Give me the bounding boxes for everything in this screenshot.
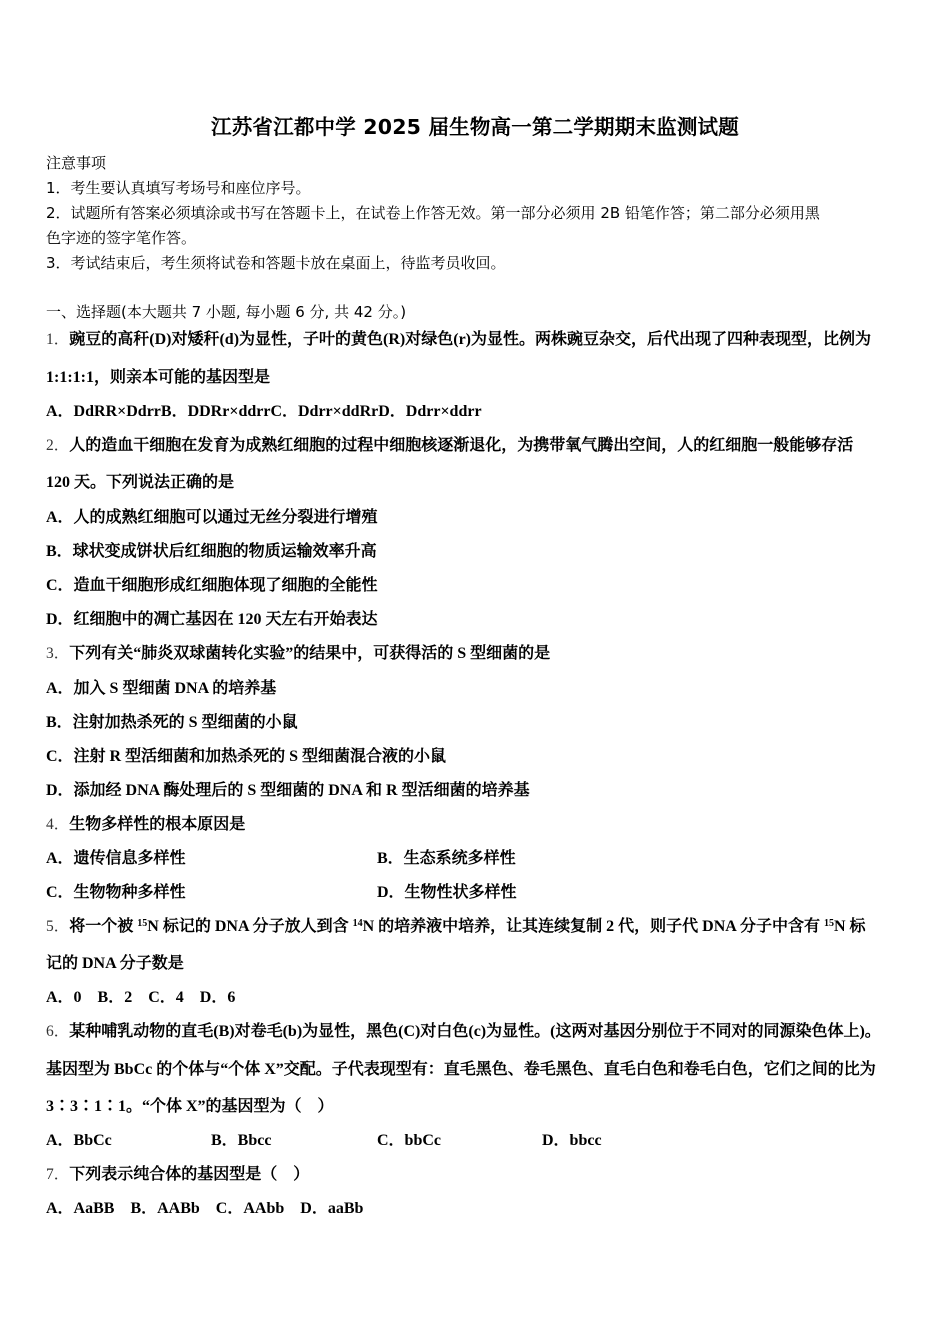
question-3-option-a: A．加入 S 型细菌 DNA 的培养基 — [46, 680, 277, 697]
question-text: 下列表示纯合体的基因型是（ ） — [69, 1166, 310, 1183]
question-number: 2． — [46, 437, 70, 454]
question-text-end: N 标 — [833, 918, 866, 935]
question-4 — [46, 811, 245, 834]
question-2-option-c: C．造血干细胞形成红细胞体现了细胞的全能性 — [46, 577, 378, 594]
question-3-option-c: C．注射 R 型活细菌和加热杀死的 S 型细菌混合液的小鼠 — [46, 748, 447, 765]
question-3-option-b: B．注射加热杀死的 S 型细菌的小鼠 — [46, 714, 298, 731]
question-1-options: A．DdRR×DdrrB．DDRr×ddrrC．Ddrr×ddRrD．Ddrr×ddrr — [46, 403, 482, 420]
question-4-option-d: D．生物性状多样性 — [377, 884, 517, 901]
question-number: 4． — [46, 816, 70, 833]
question-number: 3． — [46, 645, 70, 662]
question-text-pre: 将一个被 — [69, 918, 138, 935]
question-text-mid: N 标记的 DNA 分子放人到含 — [147, 918, 353, 935]
notice-item-2-cont: 色字迹的签字笔作答。 — [46, 229, 197, 247]
question-5 — [46, 913, 866, 936]
question-6-option-c: C．bbCc — [377, 1132, 442, 1149]
isotope-superscript: 15 — [823, 918, 834, 929]
question-text: 下列有关“肺炎双球菌转化实验”的结果中，可获得活的 S 型细菌的是 — [69, 645, 551, 662]
isotope-superscript: 14 — [352, 918, 363, 929]
question-2-option-d: D．红细胞中的凋亡基因在 120 天左右开始表达 — [46, 611, 378, 628]
notice-item-1: 1．考生要认真填写考场号和座位序号。 — [46, 179, 311, 197]
question-number: 1． — [46, 331, 70, 348]
question-1 — [46, 326, 871, 349]
question-4-option-b: B．生态系统多样性 — [377, 850, 516, 867]
question-1-cont: 1:1:1:1，则亲本可能的基因型是 — [46, 369, 270, 386]
question-text: 生物多样性的根本原因是 — [69, 816, 246, 833]
notice-item-3: 3．考试结束后，考生须将试卷和答题卡放在桌面上，待监考员收回。 — [46, 254, 506, 272]
question-7-options: A．AaBB B．AABb C．AAbb D．aaBb — [46, 1200, 364, 1217]
question-6 — [46, 1018, 881, 1041]
question-6-cont-2: 3∶3∶1∶1。“个体 X”的基因型为（ ） — [46, 1098, 334, 1115]
question-2-option-a: A．人的成熟红细胞可以通过无丝分裂进行增殖 — [46, 509, 378, 526]
question-3 — [46, 640, 550, 663]
exam-title: 江苏省江都中学 2025 届生物高一第二学期期末监测试题 — [211, 115, 739, 139]
question-text: 豌豆的高秆(D)对矮秆(d)为显性，子叶的黄色(R)对绿色(r)为显性。两株豌豆杂交，后代出现了四种表现型，比例为 — [69, 331, 872, 348]
question-2-cont: 120 天。下列说法正确的是 — [46, 474, 235, 491]
isotope-superscript: 15 — [137, 918, 148, 929]
section-heading: 一、选择题(本大题共 7 小题, 每小题 6 分, 共 42 分。) — [46, 303, 407, 321]
question-number: 7． — [46, 1166, 70, 1183]
question-6-option-a: A．BbCc — [46, 1132, 112, 1149]
notice-item-2: 2．试题所有答案必须填涂或书写在答题卡上，在试卷上作答无效。第一部分必须用 2B 铅笔作答；第二部分必须用黑 — [46, 204, 820, 222]
question-text: 人的造血干细胞在发育为成熟红细胞的过程中细胞核逐渐退化，为携带氧气腾出空间，人的红细胞一般能够存活 — [69, 437, 854, 454]
question-2 — [46, 432, 853, 455]
question-text-mid: N 的培养液中培养，让其连续复制 2 代，则子代 DNA 分子中含有 — [362, 918, 824, 935]
question-number: 6． — [46, 1023, 70, 1040]
question-2-option-b: B．球状变成饼状后红细胞的物质运输效率升高 — [46, 543, 377, 560]
question-number: 5． — [46, 918, 70, 935]
question-6-option-d: D．bbcc — [542, 1132, 602, 1149]
notice-heading: 注意事项 — [46, 154, 107, 172]
question-4-option-c: C．生物物种多样性 — [46, 884, 186, 901]
question-6-option-b: B．Bbcc — [211, 1132, 272, 1149]
question-5-options: A．0 B．2 C．4 D．6 — [46, 989, 236, 1006]
question-3-option-d: D．添加经 DNA 酶处理后的 S 型细菌的 DNA 和 R 型活细菌的培养基 — [46, 782, 530, 799]
question-6-cont: 基因型为 BbCc 的个体与“个体 X”交配。子代表现型有：直毛黑色、卷毛黑色、直毛白色和卷毛白色，它们之间的比为 — [46, 1061, 876, 1078]
question-text: 某种哺乳动物的直毛(B)对卷毛(b)为显性，黑色(C)对白色(c)为显性。(这两对基因分别位于不同对的同源染色体上)。 — [69, 1023, 881, 1040]
question-5-cont: 记的 DNA 分子数是 — [46, 955, 184, 972]
question-7 — [46, 1161, 309, 1184]
question-4-option-a: A．遗传信息多样性 — [46, 850, 186, 867]
